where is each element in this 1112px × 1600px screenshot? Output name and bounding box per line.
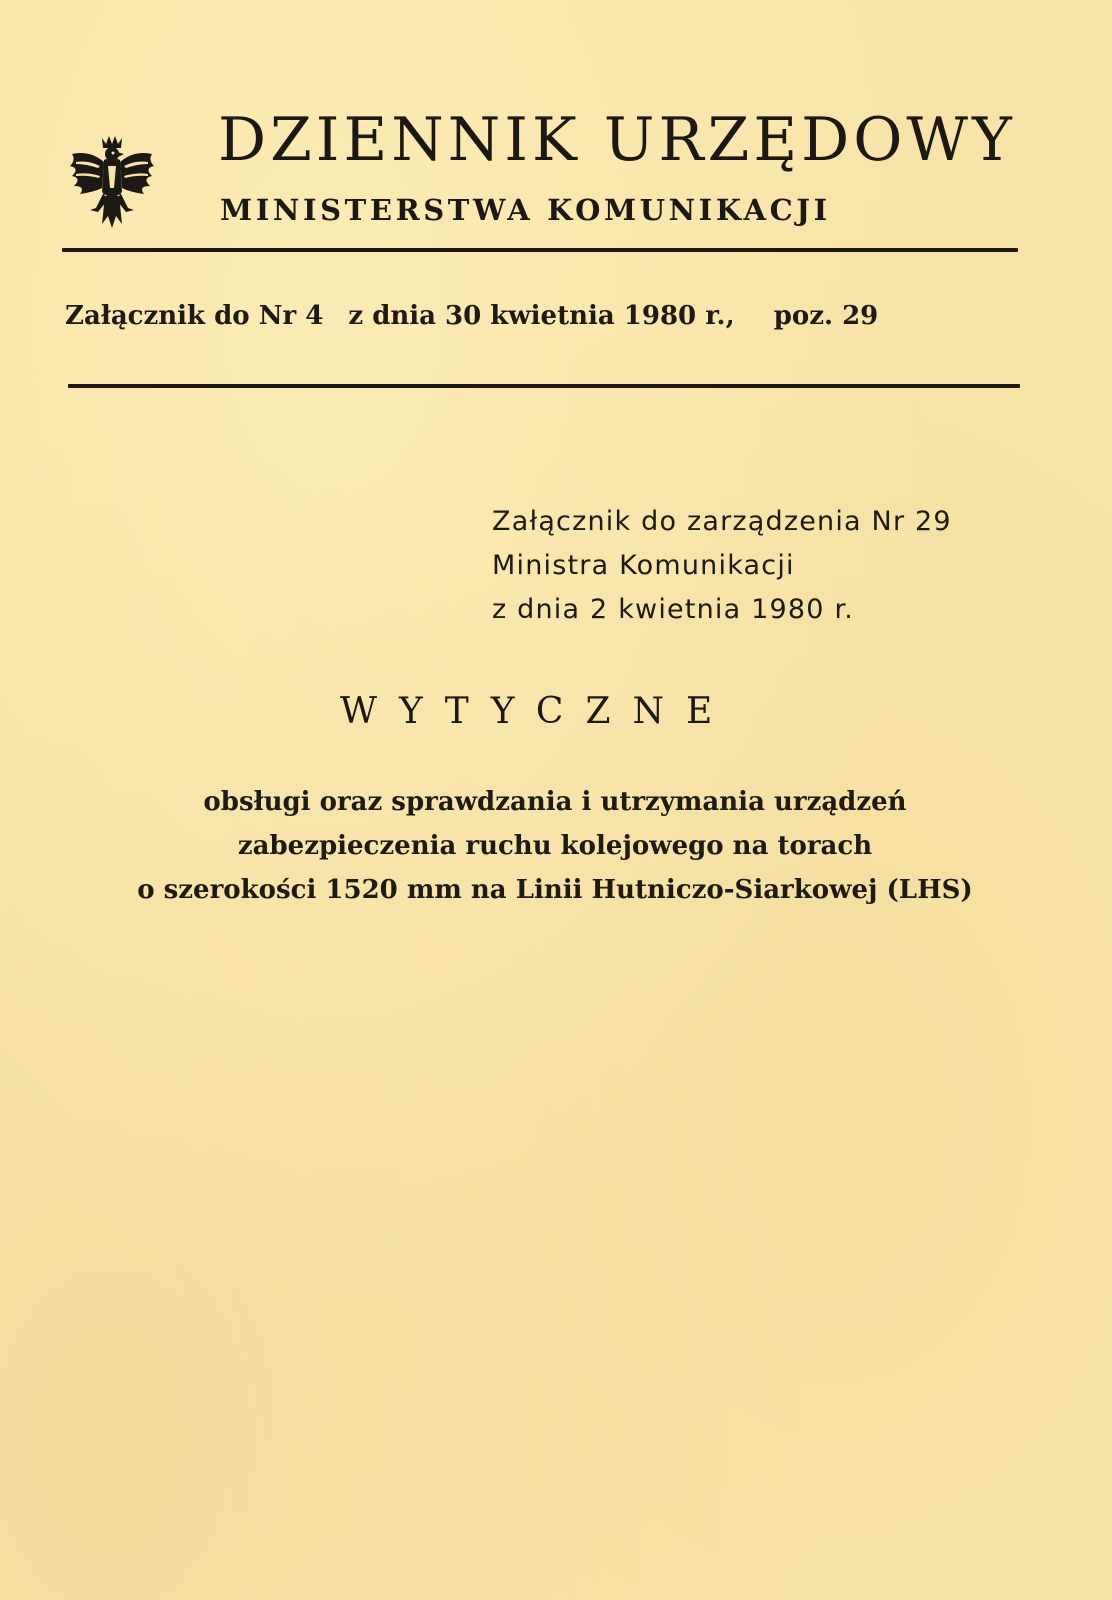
polish-eagle-emblem-icon bbox=[62, 132, 162, 232]
issue-line bbox=[65, 296, 1025, 336]
masthead-subtitle: MINISTERSTWA KOMUNIKACJI bbox=[220, 193, 831, 227]
subject-line: o szerokości 1520 mm na Linii Hutniczo-Siarkowej (LHS) bbox=[137, 875, 973, 905]
issue-number: Załącznik do Nr 4 bbox=[65, 301, 324, 331]
masthead-divider bbox=[62, 248, 1018, 252]
document-title: WYTYCZNE bbox=[340, 691, 735, 732]
subject-line: zabezpieczenia ruchu kolejowego na torach bbox=[237, 831, 873, 861]
subject-line: obsługi oraz sprawdzania i utrzymania urządzeń bbox=[203, 787, 907, 817]
issue-date: z dnia 30 kwietnia 1980 r., bbox=[348, 301, 735, 331]
annex-note-line: Załącznik do zarządzenia Nr 29 bbox=[492, 506, 952, 537]
issue-position: poz. 29 bbox=[773, 301, 879, 331]
annex-note-line: Ministra Komunikacji bbox=[492, 550, 795, 581]
issue-divider bbox=[68, 384, 1020, 388]
document-subject bbox=[40, 780, 1070, 912]
annex-note bbox=[492, 500, 1032, 632]
annex-note-line: z dnia 2 kwietnia 1980 r. bbox=[492, 594, 855, 625]
masthead-title: DZIENNIK URZĘDOWY bbox=[218, 105, 1016, 175]
